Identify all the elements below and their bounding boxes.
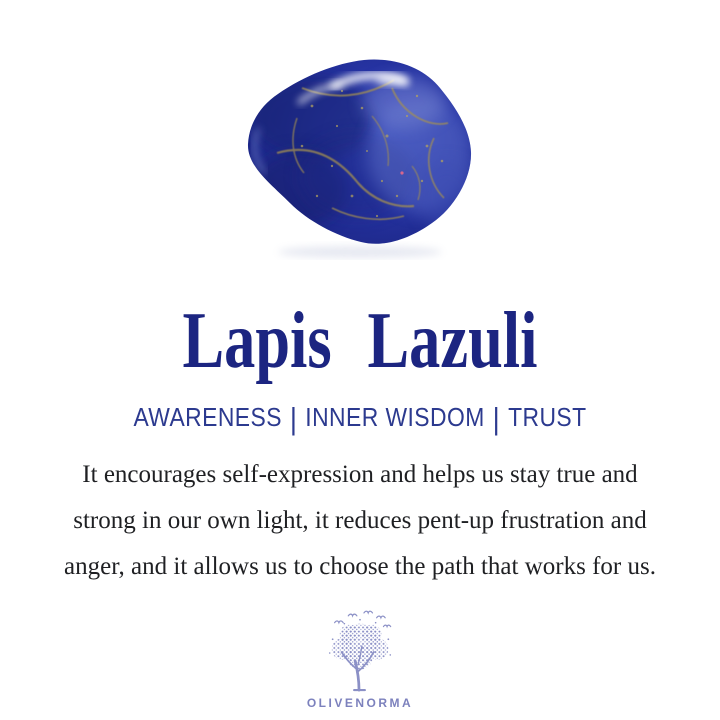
keywords-row [43,401,677,435]
tree-canopy [332,624,389,670]
brand-block [0,610,720,710]
separator-pipe: | [492,401,501,436]
description-line: anger, and it allows us to choose the path that works for us. [64,553,656,580]
separator-pipe: | [289,401,298,436]
olivenorma-tree-logo-icon [320,610,400,694]
description-line: strong in our own light, it reduces pent-up frustration and [73,507,647,534]
stone-photo [242,56,478,260]
description-line: It encourages self-expression and helps us stay true and [82,461,638,488]
keyword-awareness: AWARENESS [133,402,282,432]
page-title: Lapis Lazuli [182,297,538,385]
stone-shadow [278,246,442,258]
keyword-inner-wisdom: INNER WISDOM [305,402,485,432]
keyword-trust: TRUST [508,402,587,432]
brand-name: OLIVENORMA [306,696,414,710]
lapis-lazuli-stone-image [242,56,478,260]
description-paragraph [0,452,720,590]
